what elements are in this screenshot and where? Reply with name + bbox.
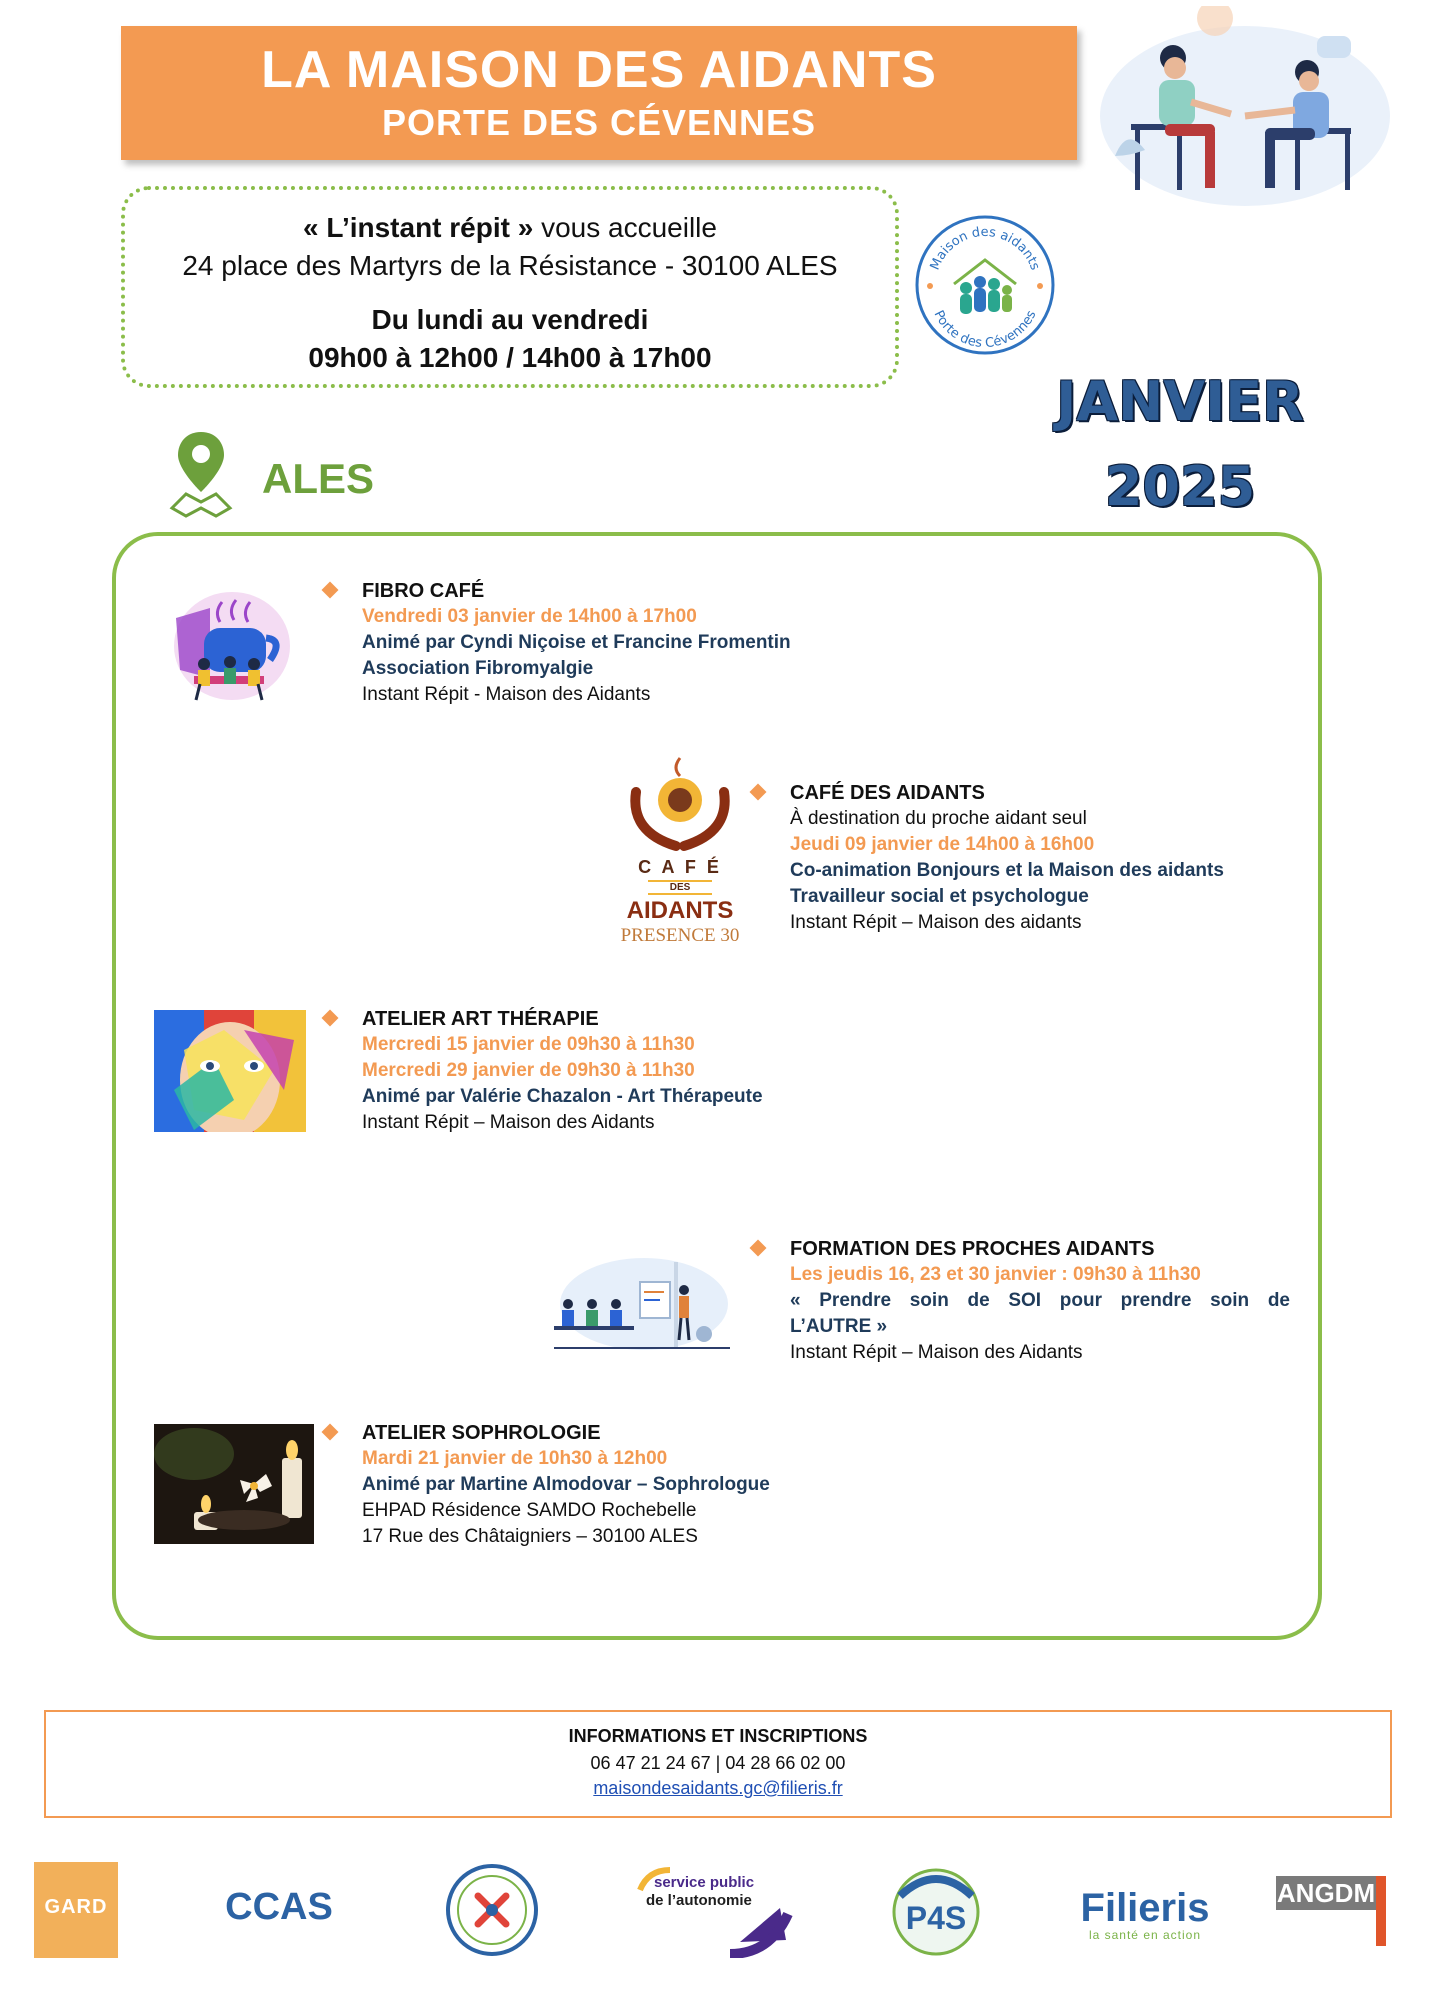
angdm-logo — [1276, 1862, 1390, 1958]
sophrology-image — [154, 1424, 314, 1544]
filieris-tagline: la santé en action — [1088, 1928, 1202, 1942]
angdm-bar — [1376, 1876, 1386, 1946]
event-title: FORMATION DES PROCHES AIDANTS — [790, 1238, 1155, 1260]
event-fibro-cafe — [362, 578, 882, 708]
event-date: Vendredi 03 janvier de 14h00 à 17h00 — [362, 606, 697, 627]
ccas-logo-text: CCAS — [225, 1886, 333, 1928]
welcome-line — [125, 212, 895, 244]
filieris-logo-text: Filieris — [1080, 1886, 1210, 1930]
page-title: LA MAISON DES AIDANTS — [261, 41, 937, 99]
page-subtitle: PORTE DES CÉVENNES — [381, 102, 817, 143]
month-year: 2025 — [1104, 455, 1256, 518]
event-date: Mardi 21 janvier de 10h30 à 12h00 — [362, 1448, 668, 1469]
event-place: Instant Répit – Maison des Aidants — [790, 1342, 1083, 1363]
event-art-therapie — [362, 1006, 882, 1136]
event-sophrologie — [362, 1420, 882, 1550]
welcome-box — [121, 186, 899, 388]
hands-cup-icon — [614, 752, 746, 852]
info-box — [44, 1710, 1392, 1818]
instant-repit-label: « L’instant répit » — [303, 212, 534, 243]
event-title: ATELIER SOPHROLOGIE — [362, 1422, 601, 1444]
map-pin-icon — [168, 428, 234, 518]
event-animator: Co-animation Bonjours et la Maison des aidants — [790, 860, 1224, 881]
event-quote-line1: « Prendre soin de SOI pour prendre soin de — [790, 1290, 1290, 1311]
event-place: Instant Répit - Maison des Aidants — [362, 684, 651, 705]
event-date: Les jeudis 16, 23 et 30 janvier : 09h30 à 11h30 — [790, 1264, 1201, 1285]
p4s-logo-text: P4S — [905, 1900, 967, 1936]
month-name: JANVIER — [1056, 370, 1304, 433]
logo-cafe-text: C A F É — [638, 857, 722, 877]
p4s-logo — [886, 1862, 986, 1958]
info-heading: INFORMATIONS ET INSCRIPTIONS — [568, 1726, 868, 1746]
gard-logo — [34, 1862, 118, 1958]
ccas-logo — [214, 1862, 344, 1958]
logo-top-text: Maison des aidants — [927, 224, 1043, 273]
event-place-1: EHPAD Résidence SAMDO Rochebelle — [362, 1500, 697, 1521]
header-banner — [121, 26, 1077, 160]
maison-des-aidants-logo — [914, 214, 1056, 356]
angdm-logo-text: ANGDM — [1276, 1878, 1376, 1908]
event-place: Instant Répit – Maison des Aidants — [362, 1112, 655, 1133]
fibro-cafe-image — [170, 588, 292, 706]
welcome-rest: vous accueille — [533, 212, 717, 243]
address: 24 place des Martyrs de la Résistance - 30100 ALES — [182, 250, 838, 281]
event-title: CAFÉ DES AIDANTS — [790, 782, 985, 804]
info-phones: 06 47 21 24 67 | 04 28 66 02 00 — [590, 1753, 846, 1773]
opening-hours: 09h00 à 12h00 / 14h00 à 17h00 — [308, 342, 712, 373]
event-date-2: Mercredi 29 janvier de 09h30 à 11h30 — [362, 1060, 695, 1081]
event-cafe-des-aidants — [790, 780, 1290, 936]
training-image — [544, 1248, 730, 1350]
cafe-des-aidants-logo — [614, 752, 746, 952]
event-place-2: 17 Rue des Châtaigniers – 30100 ALES — [362, 1526, 698, 1547]
event-animator: Animé par Martine Almodovar – Sophrologue — [362, 1474, 770, 1495]
event-animator: Animé par Valérie Chazalon - Art Thérapeute — [362, 1086, 763, 1107]
logo-aidants-text: AIDANTS — [626, 897, 734, 924]
art-therapy-image — [154, 1010, 306, 1132]
filieris-logo — [1070, 1862, 1220, 1958]
service-public-autonomie-logo — [630, 1862, 810, 1958]
event-title: FIBRO CAFÉ — [362, 580, 485, 602]
logo-des-text: DES — [648, 880, 712, 895]
event-formation — [790, 1236, 1290, 1366]
gard-logo-text: GARD — [44, 1896, 108, 1918]
opening-days: Du lundi au vendredi — [371, 304, 649, 335]
caregivers-illustration — [1095, 6, 1395, 206]
info-email-link[interactable]: maisondesaidants.gc@filieris.fr — [593, 1778, 843, 1798]
event-organization: Association Fibromyalgie — [362, 658, 594, 679]
event-animator: Animé par Cyndi Niçoise et Francine Fromentin — [362, 632, 791, 653]
circle-network-logo — [442, 1862, 542, 1958]
event-date: Jeudi 09 janvier de 14h00 à 16h00 — [790, 834, 1095, 855]
spa-line1: service public — [654, 1874, 755, 1891]
event-organization: Travailleur social et psychologue — [790, 886, 1089, 907]
logo-presence-text: PRESENCE 30 — [620, 925, 740, 946]
month-heading — [1030, 370, 1330, 518]
logo-bottom-text: Porte des Cévennes — [930, 308, 1040, 352]
event-subtitle: À destination du proche aidant seul — [790, 808, 1087, 829]
location-label: ALES — [262, 455, 375, 502]
event-quote-line2: L’AUTRE » — [790, 1316, 888, 1337]
spa-line2: de l’autonomie — [646, 1892, 752, 1909]
event-date-1: Mercredi 15 janvier de 09h30 à 11h30 — [362, 1034, 695, 1055]
event-title: ATELIER ART THÉRAPIE — [362, 1008, 599, 1030]
event-place: Instant Répit – Maison des aidants — [790, 912, 1082, 933]
